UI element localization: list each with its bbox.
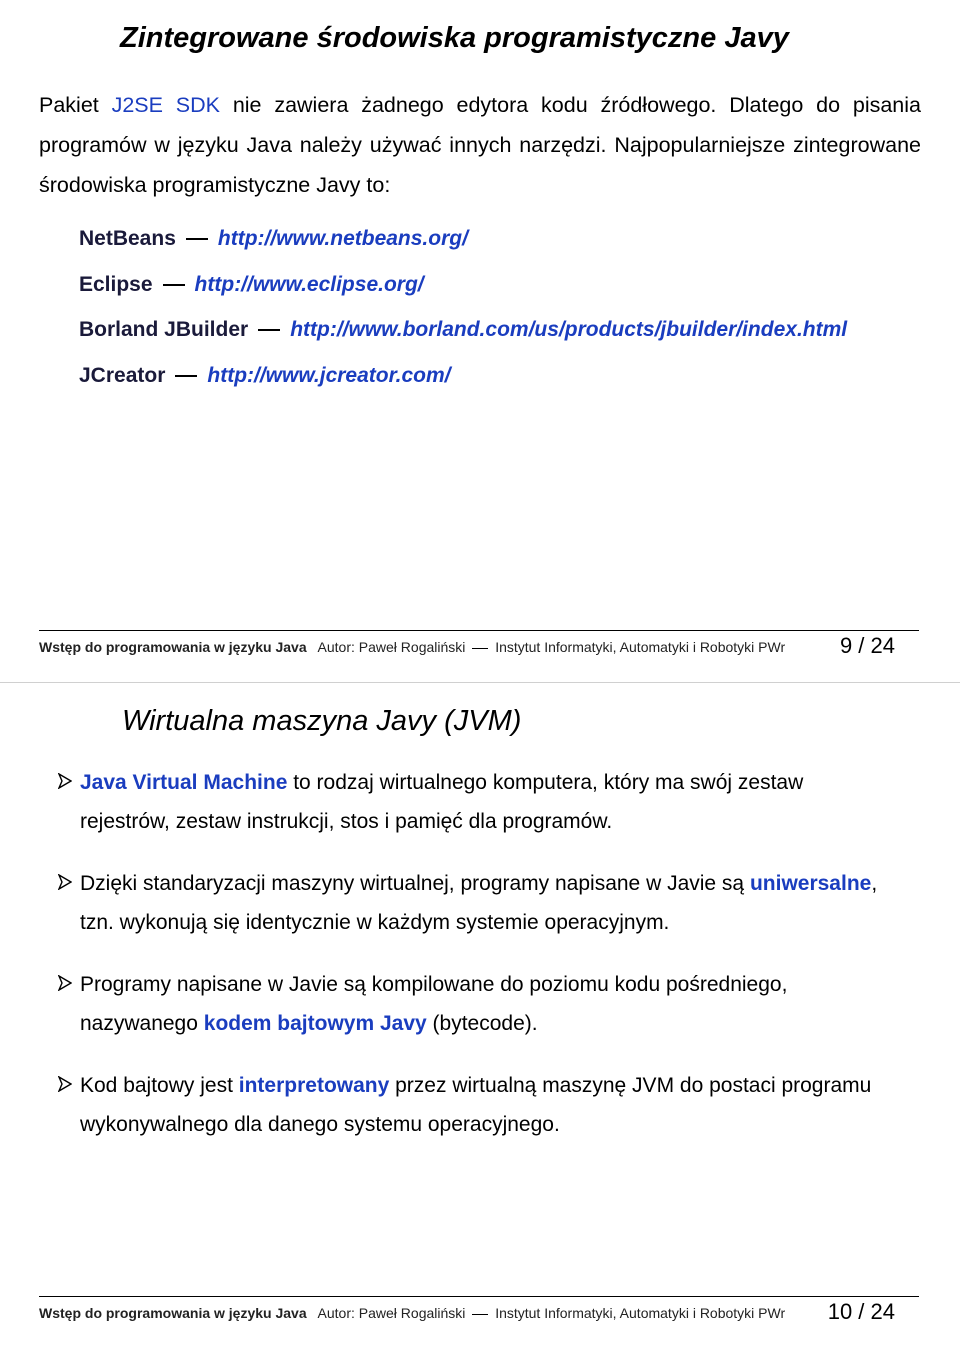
intro-paragraph: [39, 85, 921, 205]
intro-text-1: Pakiet: [39, 93, 112, 117]
ide-link[interactable]: http://www.borland.com/us/products/jbuilder/index.html: [290, 318, 848, 341]
footer-text: [39, 1305, 785, 1321]
ide-list: [79, 222, 847, 404]
ide-link[interactable]: http://www.eclipse.org/: [194, 272, 424, 296]
bullet-text-part: (bytecode).: [426, 1012, 538, 1035]
footer-institute: Instytut Informatyki, Automatyki i Robotyki PWr: [495, 1305, 786, 1321]
intro-text-2: nie zawiera żadnego edytora kodu źródłowego. Dlatego do pisania programów w języku Java należy używać innych narzędzi. Najpopularniejsze zintegrowane środowiska programistyczne Javy to:: [39, 93, 922, 197]
highlight-term: Java Virtual Machine: [80, 771, 288, 794]
dash-separator: [258, 329, 280, 331]
dash-separator: [175, 375, 197, 377]
bullet-item: [58, 763, 898, 841]
highlight-term: kodem bajtowym Javy: [203, 1012, 427, 1035]
bullet-item: [58, 965, 898, 1043]
slide-footer: [39, 630, 919, 671]
arrow-bullet-icon: [58, 1076, 72, 1092]
page-number: 10 / 24: [827, 1299, 895, 1324]
footer-text: [39, 639, 785, 655]
bullet-text-part: to rodzaj wirtualnego komputera, który ma swój zestaw rejestrów, zestaw instrukcji, stos i pamięć dla programów.: [80, 771, 804, 833]
footer-course: Wstęp do programowania w języku Java: [39, 1305, 307, 1321]
highlight-term: uniwersalne: [749, 872, 872, 895]
ide-name: Eclipse: [79, 272, 153, 296]
arrow-bullet-icon: [58, 975, 72, 991]
ide-item-eclipse: [79, 268, 847, 314]
arrow-bullet-icon: [58, 874, 72, 890]
footer-institute: Instytut Informatyki, Automatyki i Robotyki PWr: [495, 639, 786, 655]
ide-item-netbeans: [79, 222, 847, 268]
bullet-text-part: Kod bajtowy jest: [80, 1074, 239, 1097]
arrow-bullet-icon: [58, 773, 72, 789]
ide-item-jbuilder: [79, 313, 847, 359]
bullet-text: [80, 965, 898, 1043]
bullet-text-part: , tzn. wykonują się identycznie w każdym systemie operacyjnym.: [80, 872, 878, 934]
bullet-text: [80, 864, 898, 942]
slide-jvm: [0, 683, 960, 1365]
dash-separator: [186, 238, 208, 240]
bullet-item: [58, 1066, 898, 1144]
bullet-text-part: Dzięki standaryzacji maszyny wirtualnej, programy napisane w Javie są: [80, 872, 750, 895]
bullet-text: [80, 1066, 898, 1144]
footer-author: Autor: Paweł Rogaliński: [317, 1305, 466, 1321]
slide-footer: [39, 1296, 919, 1337]
bullet-item: [58, 864, 898, 942]
dash-separator: [472, 648, 488, 649]
footer-author: Autor: Paweł Rogaliński: [317, 639, 466, 655]
ide-link[interactable]: http://www.jcreator.com/: [207, 363, 451, 387]
bullet-text-part: Programy napisane w Javie są kompilowane do poziomu kodu pośredniego, nazywanego: [80, 973, 788, 1035]
footer-course: Wstęp do programowania w języku Java: [39, 639, 307, 655]
dash-separator: [472, 1314, 488, 1315]
slide-ide: [0, 0, 960, 682]
bullet-text-part: przez wirtualną maszynę JVM do postaci programu wykonywalnego dla danego systemu operacyjnego.: [80, 1074, 872, 1136]
ide-name: JCreator: [79, 363, 166, 387]
bullet-text: [80, 763, 898, 841]
ide-link[interactable]: http://www.netbeans.org/: [217, 227, 468, 250]
dash-separator: [163, 284, 185, 286]
page-number: 9 / 24: [839, 633, 895, 658]
ide-name: Borland JBuilder: [79, 318, 249, 341]
highlight-term: interpretowany: [238, 1074, 390, 1097]
bullet-list: [58, 763, 898, 1167]
ide-name: NetBeans: [79, 227, 176, 250]
j2se-sdk-term: J2SE SDK: [111, 93, 220, 117]
slide-title: Wirtualna maszyna Javy (JVM): [122, 705, 522, 737]
slide-title: Zintegrowane środowiska programistyczne Javy: [120, 22, 789, 54]
ide-item-jcreator: [79, 359, 847, 405]
